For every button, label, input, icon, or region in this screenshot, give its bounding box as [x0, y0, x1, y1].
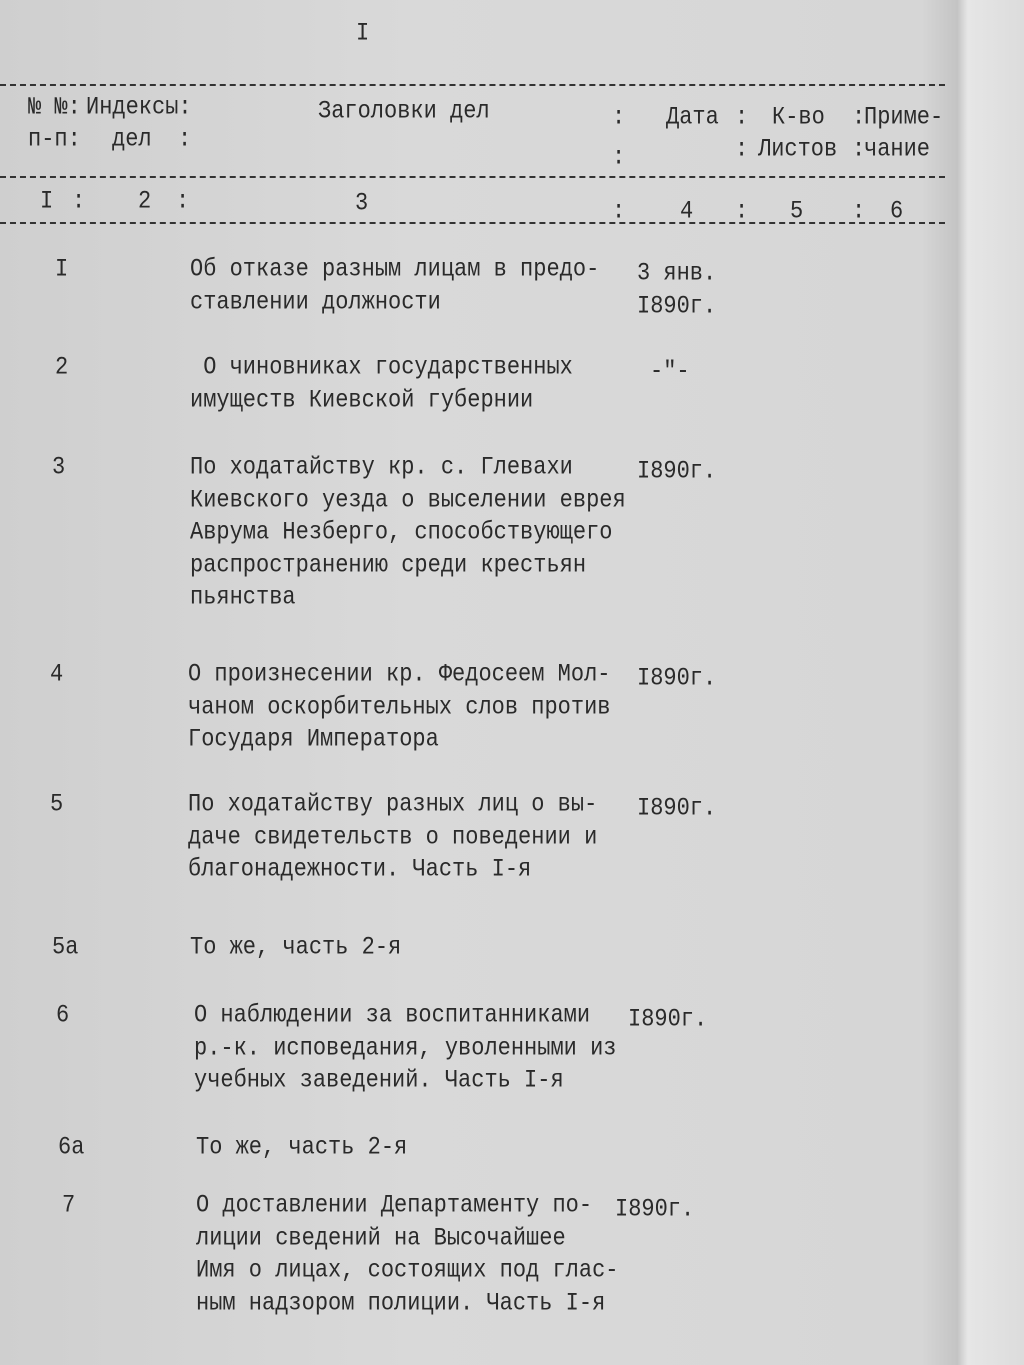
case-title-line: То же, часть 2-я: [196, 1133, 408, 1162]
case-date: I890г.: [637, 291, 717, 320]
case-title-line: имуществ Киевской губернии: [190, 385, 534, 414]
case-title-line: учебных заведений. Часть I-я: [194, 1066, 564, 1095]
header-sep: :: [852, 197, 866, 226]
header-col6-line1: Приме-: [864, 103, 944, 132]
case-title-line: Об отказе разным лицам в предо-: [190, 255, 600, 284]
header-col2-line2: дел :: [112, 125, 192, 154]
header-col3: Заголовки дел: [318, 97, 490, 126]
case-title-line: благонадежности. Часть I-я: [188, 855, 532, 884]
case-title-line: То же, часть 2-я: [190, 933, 402, 962]
header-col1-line1: № №:: [28, 93, 81, 122]
case-title-line: О наблюдении за воспитанниками: [194, 1001, 591, 1030]
header-sep: :: [735, 135, 749, 164]
case-number: 5: [50, 790, 64, 819]
header-rule-bottom: [0, 222, 945, 224]
page-number: I: [356, 19, 370, 48]
case-number: I: [55, 255, 69, 284]
header-sep: :: [72, 187, 86, 216]
header-col2-line1: Индексы:: [86, 93, 192, 122]
case-number: 6: [56, 1001, 70, 1030]
header-rule-mid: [0, 176, 945, 178]
header-rule-top: [0, 84, 945, 86]
case-date: -"-: [650, 357, 690, 386]
case-title-line: О чиновниках государственных: [190, 353, 573, 382]
header-col5-line2: Листов: [758, 135, 838, 164]
header-sep: :: [176, 187, 190, 216]
case-title-line: р.-к. исповедания, уволенными из: [194, 1033, 617, 1062]
case-title-line: Киевского уезда о выселении еврея: [190, 485, 626, 514]
case-title-line: лиции сведений на Высочайшее: [196, 1223, 566, 1252]
case-date: I890г.: [615, 1195, 695, 1224]
col-number-3: 3: [355, 189, 369, 218]
case-title-line: ным надзором полиции. Часть I-я: [196, 1288, 606, 1317]
case-title-line: По ходатайству разных лиц о вы-: [188, 790, 598, 819]
case-date: I890г.: [637, 664, 717, 693]
case-title-line: чаном оскорбительных слов против: [188, 692, 611, 721]
case-number: 5а: [52, 933, 79, 962]
header-sep: :: [735, 103, 749, 132]
case-title-line: О произнесении кр. Федосеем Мол-: [188, 660, 611, 689]
case-title-line: О доставлении Департаменту по-: [196, 1191, 593, 1220]
case-title-line: По ходатайству кр. с. Глевахи: [190, 453, 573, 482]
header-col6-line2: чание: [864, 135, 931, 164]
case-number: 3: [52, 453, 66, 482]
case-title-line: ставлении должности: [190, 287, 441, 316]
col-number-4: 4: [680, 197, 694, 226]
case-number: 2: [55, 353, 69, 382]
header-sep: :: [735, 197, 749, 226]
col-number-6: 6: [890, 197, 904, 226]
case-title-line: Имя о лицах, состоящих под глас-: [196, 1256, 619, 1285]
case-title-line: пьянства: [190, 583, 296, 612]
case-title-line: Аврума Незберго, способствующего: [190, 518, 613, 547]
case-title-line: даче свидетельств о поведении и: [188, 822, 598, 851]
case-title-line: распространению среди крестьян: [190, 550, 587, 579]
case-date: I890г.: [637, 794, 717, 823]
case-number: 7: [62, 1191, 76, 1220]
header-col1-line2: п-п:: [28, 125, 81, 154]
case-title-line: Государя Императора: [188, 725, 439, 754]
header-sep: :: [852, 103, 866, 132]
case-date: I890г.: [628, 1005, 708, 1034]
case-number: 4: [50, 660, 64, 689]
col-number-2: 2: [138, 187, 152, 216]
header-sep: :: [612, 143, 626, 172]
case-date: 3 янв.: [637, 259, 717, 288]
case-number: 6а: [58, 1133, 85, 1162]
header-sep: :: [612, 103, 626, 132]
header-col4: Дата: [666, 103, 719, 132]
col-number-1: I: [40, 187, 54, 216]
header-sep: :: [612, 197, 626, 226]
col-number-5: 5: [790, 197, 804, 226]
header-col5-line1: К-во: [772, 103, 825, 132]
case-date: I890г.: [637, 457, 717, 486]
header-sep: :: [852, 135, 866, 164]
